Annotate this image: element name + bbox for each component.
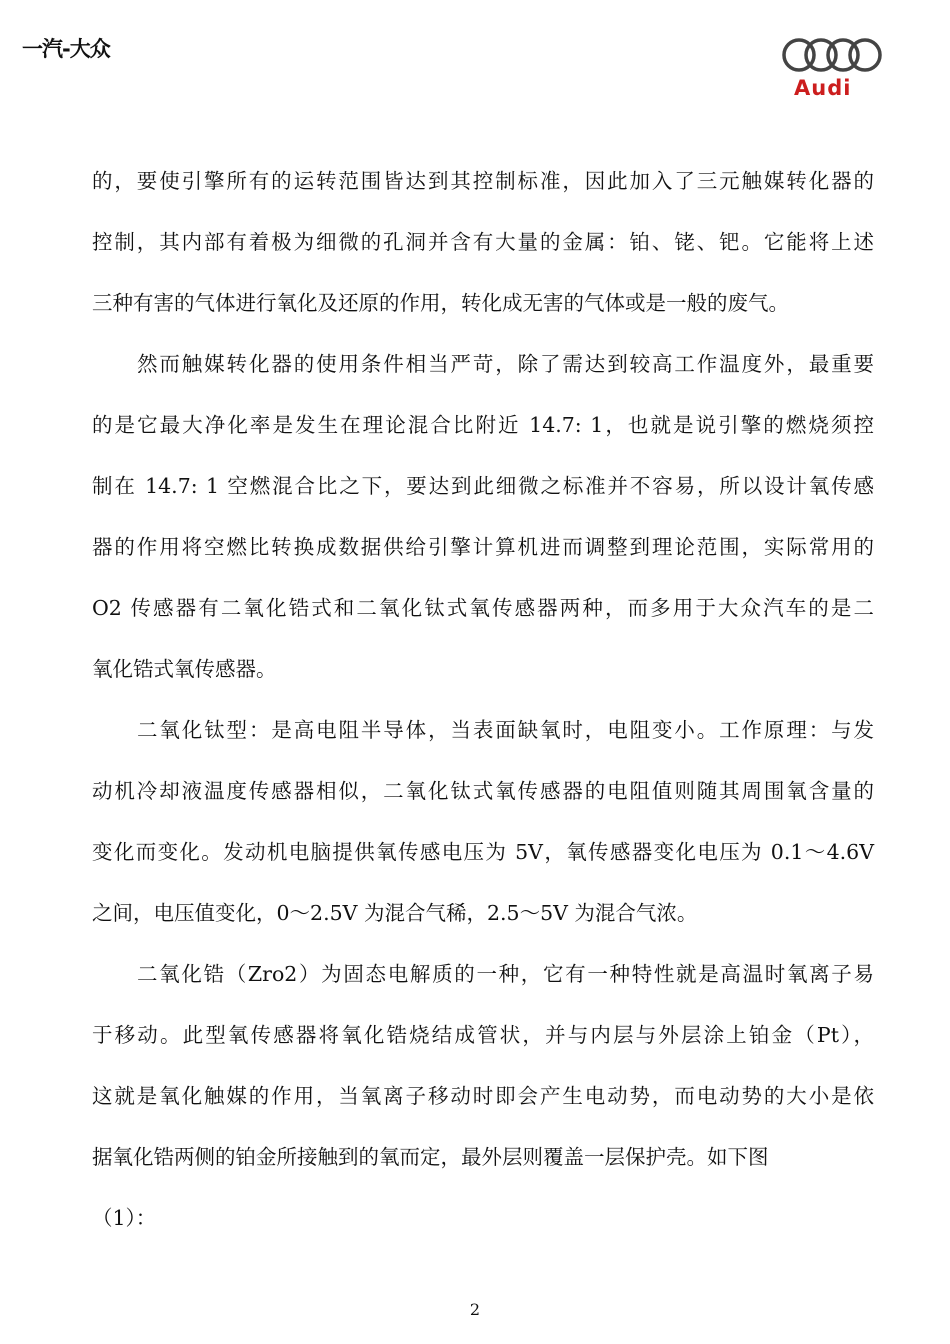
audi-rings-icon <box>780 36 884 74</box>
paragraph-line: 器的作用将空燃比转换成数据供给引擎计算机进而调整到理论范围，实际常用的 <box>92 535 874 559</box>
paragraph-line: 之间，电压值变化，0～2.5V 为混合气稀，2.5～5V 为混合气浓。 <box>92 901 698 925</box>
document-body <box>92 158 874 1256</box>
paragraph-line: 的是它最大净化率是发生在理论混合比附近 14.7: 1，也就是说引擎的燃烧须控 <box>92 413 874 437</box>
audi-logo <box>780 36 884 100</box>
paragraph-line: O2 传感器有二氧化锆式和二氧化钛式氧传感器两种，而多用于大众汽车的是二 <box>92 596 874 620</box>
paragraph-line: 然而触媒转化器的使用条件相当严苛，除了需达到较高工作温度外，最重要 <box>137 352 874 376</box>
page-number: 2 <box>469 1300 481 1319</box>
audi-wordmark: Audi <box>794 76 852 100</box>
paragraph-line: （1）： <box>92 1206 157 1230</box>
paragraph-line: 制在 14.7: 1 空燃混合比之下，要达到此细微之标准并不容易，所以设计氧传感 <box>92 474 874 498</box>
paragraph-line: 三种有害的气体进行氧化及还原的作用，转化成无害的气体或是一般的废气。 <box>92 291 789 315</box>
paragraph-line: 动机冷却液温度传感器相似，二氧化钛式氧传感器的电阻值则随其周围氧含量的 <box>92 779 874 803</box>
paragraph-line: 的，要使引擎所有的运转范围皆达到其控制标准，因此加入了三元触媒转化器的 <box>92 169 874 193</box>
paragraph-line: 控制，其内部有着极为细微的孔洞并含有大量的金属：铂、铑、钯。它能将上述 <box>92 230 874 254</box>
paragraph-line: 二氧化锆（Zro2）为固态电解质的一种，它有一种特性就是高温时氧离子易 <box>137 962 874 986</box>
paragraph-line: 变化而变化。发动机电脑提供氧传感电压为 5V，氧传感器变化电压为 0.1～4.6V <box>92 840 874 864</box>
paragraph-line: 氧化锆式氧传感器。 <box>92 657 277 681</box>
paragraph-line: 于移动。此型氧传感器将氧化锆烧结成管状，并与内层与外层涂上铂金（Pt）， <box>92 1023 874 1047</box>
paragraph-line: 这就是氧化触媒的作用，当氧离子移动时即会产生电动势，而电动势的大小是依 <box>92 1084 874 1108</box>
faw-vw-logo-text: 一汽-大众 <box>22 37 110 61</box>
paragraph-line: 据氧化锆两侧的铂金所接触到的氧而定，最外层则覆盖一层保护壳。如下图 <box>92 1145 769 1169</box>
paragraph-line: 二氧化钛型：是高电阻半导体，当表面缺氧时，电阻变小。工作原理：与发 <box>137 718 874 742</box>
